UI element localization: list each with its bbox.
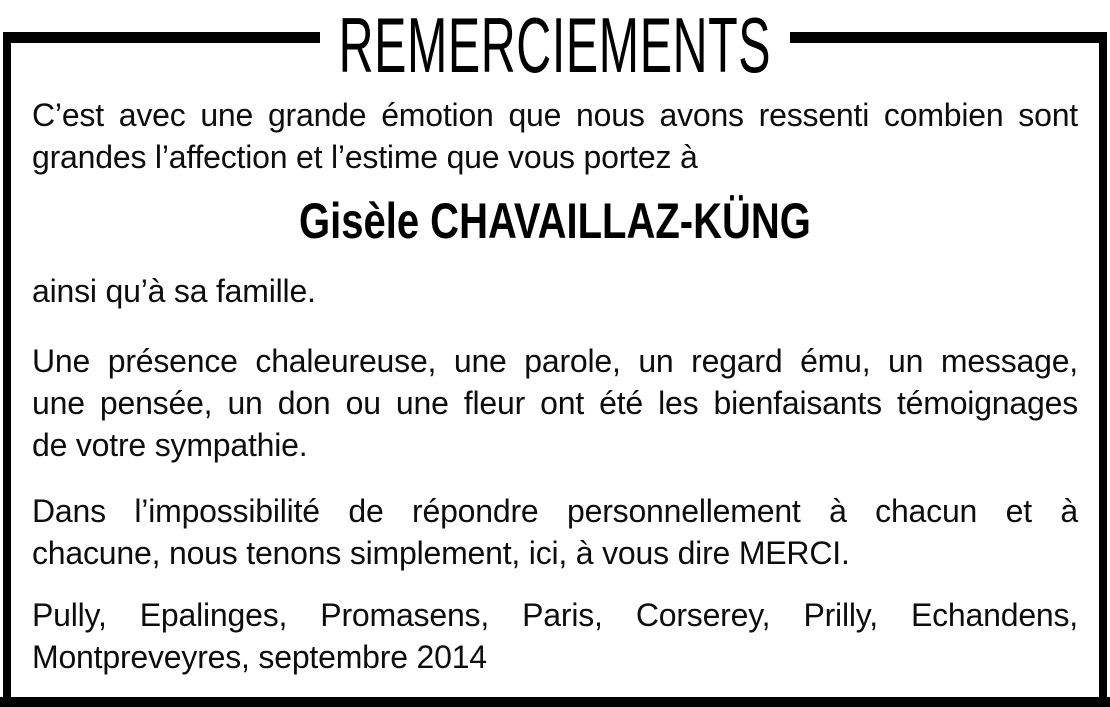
text-line: Une présence chaleureuse, une parole, un regard ému, un message,: [32, 343, 1078, 379]
text-line: une pensée, un don ou une fleur ont été les bienfaisants témoignages: [32, 385, 1078, 421]
text-line: grandes l’affection et l’estime que vous portez à: [32, 139, 698, 175]
paragraph-family: [32, 270, 1078, 312]
deceased-name-block: [32, 192, 1078, 250]
page-title: REMERCIEMENTS: [338, 1, 772, 89]
text-line: ainsi qu’à sa famille.: [32, 273, 316, 309]
paragraph-tributes: [32, 340, 1078, 466]
title-wrap: [320, 0, 790, 90]
notice-header: [3, 0, 1107, 90]
text-line: chacune, nous tenons simplement, ici, à vous dire MERCI.: [32, 535, 850, 571]
notice-border-bottom: [0, 697, 1110, 707]
text-line: Montpreveyres, septembre 2014: [32, 639, 487, 675]
deceased-name: Gisèle CHAVAILLAZ-KÜNG: [299, 193, 811, 249]
notice-body: [32, 94, 1078, 678]
header-rule-right: [790, 32, 1107, 43]
paragraph-intro: [32, 94, 1078, 178]
header-rule-left: [3, 32, 320, 43]
paragraph-thanks: [32, 490, 1078, 574]
text-line: Pully, Epalinges, Promasens, Paris, Corserey, Prilly, Echandens,: [32, 597, 1078, 633]
text-line: C’est avec une grande émotion que nous avons ressenti combien sont: [32, 97, 1078, 133]
paragraph-places-date: [32, 594, 1078, 678]
text-line: de votre sympathie.: [32, 427, 308, 463]
text-line: Dans l’impossibilité de répondre personnellement à chacun et à: [32, 493, 1078, 529]
